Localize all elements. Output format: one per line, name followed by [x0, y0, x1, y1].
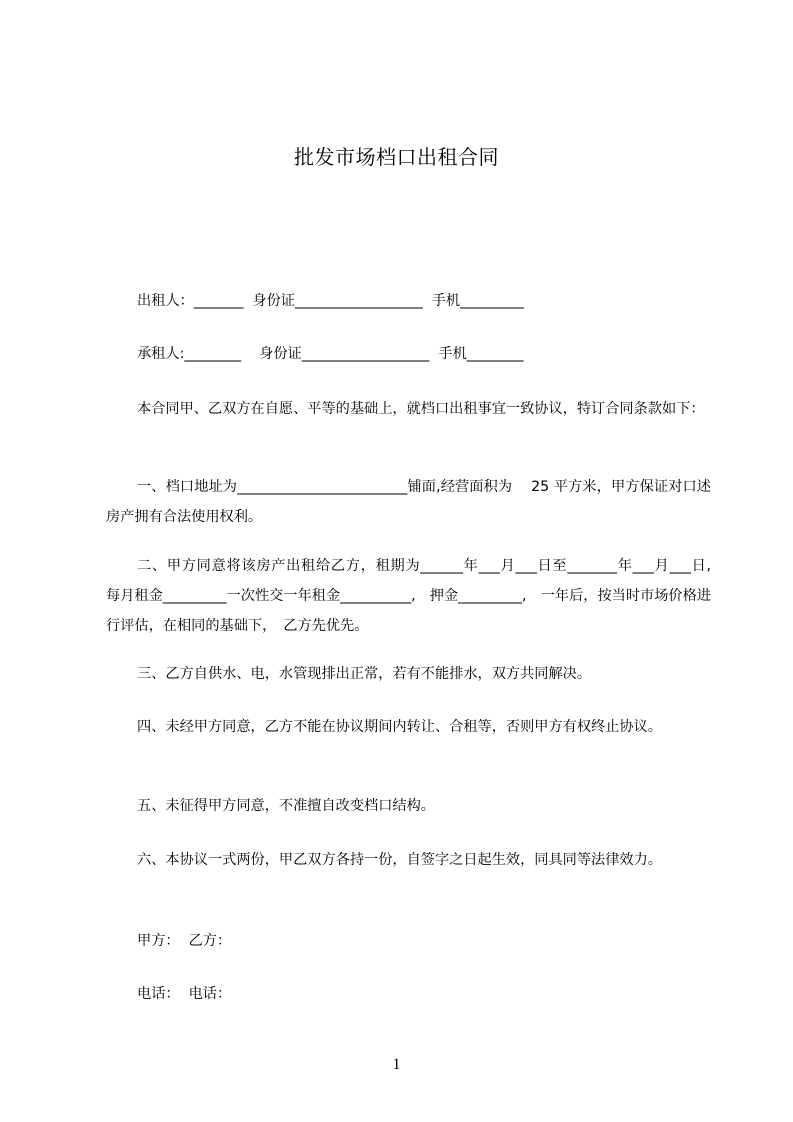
clause-2: 二、甲方同意将该房产出租给乙方，租期为______年___月___日至_______年___月___日, 每月租金_________一次性交一年租金__________, 押金_________, 一年后，按当时市场价格进行评估，在相同的基础下， 乙方先优先。: [106, 558, 726, 634]
clause-1: 一、档口地址为________________________铺面,经营面积为 25 平方米，甲方保证对口述房产拥有合法使用权利。: [106, 479, 711, 525]
lessee-line: 承租人:________ 身份证__________________ 手机________: [137, 346, 524, 362]
intro-paragraph: 本合同甲、乙双方在自愿、平等的基础上，就档口出租事宜一致协议，特订合同条款如下：: [137, 401, 705, 417]
document-title: 批发市场档口出租合同: [294, 145, 499, 169]
page-number: 1: [392, 1056, 401, 1073]
signature-line: 甲方： 乙方：: [137, 933, 232, 949]
clause-5: 五、未征得甲方同意，不准擅自改变档口结构。: [137, 798, 435, 814]
lessor-line: 出租人：_______ 身份证__________________ 手机_________: [137, 293, 524, 309]
clause-6: 六、本协议一式两份，甲乙双方各持一份，自签字之日起生效，同具同等法律效力。: [137, 852, 662, 868]
phone-line: 电话： 电话：: [137, 986, 232, 1002]
clause-3: 三、乙方自供水、电，水管现排出正常，若有不能排水，双方共同解决。: [137, 666, 592, 682]
clause-4: 四、未经甲方同意，乙方不能在协议期间内转让、合租等，否则甲方有权终止协议。: [137, 719, 662, 735]
